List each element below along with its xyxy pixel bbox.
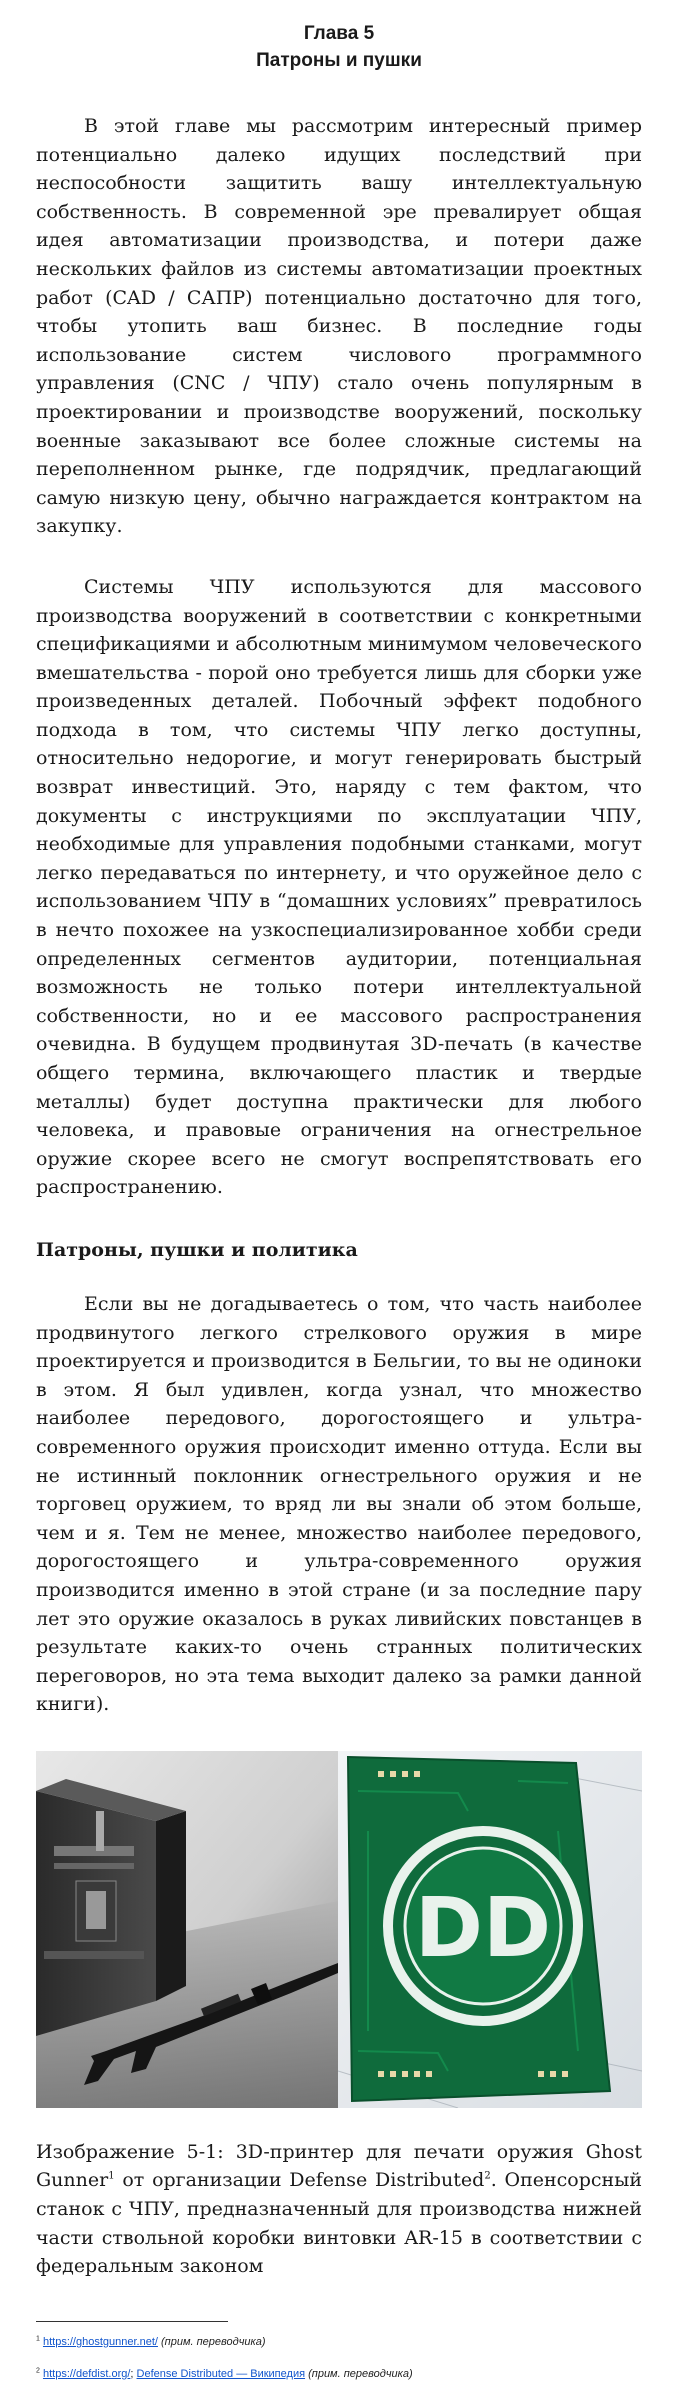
footnote-note: (прим. переводчика) xyxy=(161,2335,266,2348)
footnote-mark: 1 xyxy=(36,2335,40,2343)
footnote-mark: 2 xyxy=(36,2367,40,2375)
footnote-divider xyxy=(36,2321,228,2322)
footnote-ref-1[interactable]: 1 xyxy=(108,2171,115,2183)
pcb-illustration xyxy=(338,1751,642,2108)
chapter-title: Патроны и пушки xyxy=(256,50,422,71)
figure-caption xyxy=(36,2138,642,2281)
footnote-note: (прим. переводчика) xyxy=(308,2367,413,2380)
caption-text-2: от организации Defense Distributed xyxy=(114,2169,485,2192)
section-heading: Патроны, пушки и политика xyxy=(36,1238,358,1261)
footnote-1 xyxy=(36,2334,642,2350)
figure-5-1 xyxy=(36,1751,642,2108)
footnote-separator: ; xyxy=(130,2367,134,2380)
chapter-number: Глава 5 xyxy=(303,23,375,44)
photo-cnc-machine xyxy=(36,1751,338,2108)
paragraph-2: Системы ЧПУ используются для массового производства вооружений в соответствии с конкретными спецификациями и абсолютным минимумом человеческого вмешательства - порой оно требуется лишь для сборки уже произведенных деталей. Побочный эффект подобного подхода в том, что системы ЧПУ легко доступны, относительно недорогие, и могут генерировать быстрый возврат инвестиций. Это, наряду с тем фактом, что документы с инструкциями по эксплуатации ЧПУ, необходимые для управления подобными станками, могут легко передаваться по интернету, и что оружейное дело с использованием ЧПУ в “домашних условиях” превратилось в нечто похожее на узкоспециализированное хобби среди определенных сегментов аудитории, потенциальная возможность не только потери интеллектуальной собственности, но и ее массового распространения очевидна. В будущем продвинутая 3D-печать (в качестве общего термина, включающего пластик и твердые металлы) будет доступна практически для любого человека, и правовые ограничения на огнестрельное оружие скорее всего не смогут воспрепятствовать его распространению. xyxy=(36,575,642,1199)
document-page xyxy=(36,20,642,2382)
footnote-link-ghostgunner[interactable]: https://ghostgunner.net/ xyxy=(42,2335,158,2348)
cnc-machine-illustration xyxy=(36,1751,338,2108)
footnote-ref-2[interactable]: 2 xyxy=(484,2171,491,2183)
footnote-link-defdist[interactable]: https://defdist.org/ xyxy=(42,2367,131,2380)
chapter-header xyxy=(36,20,642,74)
photo-pcb-board xyxy=(338,1751,642,2108)
section-paragraph: Если вы не догадываетесь о том, что часть наиболее продвинутого легкого стрелкового оружия в мире проектируется и производится в Бельгии, то вы не одиноки в этом. Я был удивлен, когда узнал, что множество наиболее передового, дорогостоящего и ультра-современного оружия происходит именно оттуда. Если вы не истинный поклонник огнестрельного оружия и не торговец оружием, то вряд ли вы знали об этом больше, чем и я. Тем не менее, множество наиболее передового, дорогостоящего и ультра-современного оружия производится именно в этой стране (и за последние пару лет это оружие оказалось в руках ливийских повстанцев в результате каких-то очень странных политических переговоров, но эта тема выходит далеко за рамки данной книги). xyxy=(36,1292,642,1716)
caption-text-1: Изображение 5-1: 3D-принтер для печати оружия Ghost Gunner xyxy=(36,2140,642,2192)
footnote-link-wikipedia[interactable]: Defense Distributed — Википедия xyxy=(136,2367,306,2380)
footnote-2 xyxy=(36,2366,642,2382)
pcb-logo-text: DD xyxy=(414,1880,552,1976)
paragraph-1: В этой главе мы рассмотрим интересный пример потенциально далеко идущих последствий при неспособности защитить вашу интеллектуальную собственность. В современной эре превалирует общая идея автоматизации производства, и потери даже нескольких файлов из системы автоматизации проектных работ (CAD / САПР) потенциально достаточно для того, чтобы утопить ваш бизнес. В последние годы использование систем числового программного управления (CNC / ЧПУ) стало очень популярным в проектировании и производстве вооружений, поскольку военные заказывают все более сложные системы на переполненном рынке, где подрядчик, предлагающий самую низкую цену, обычно награждается контрактом на закупку. xyxy=(36,115,642,538)
caption-text-3: . Опенсорсный станок с ЧПУ, предназначенный для производства нижней части ствольной коробки винтовки AR-15 в соответствии с федеральным законом xyxy=(36,2169,643,2278)
